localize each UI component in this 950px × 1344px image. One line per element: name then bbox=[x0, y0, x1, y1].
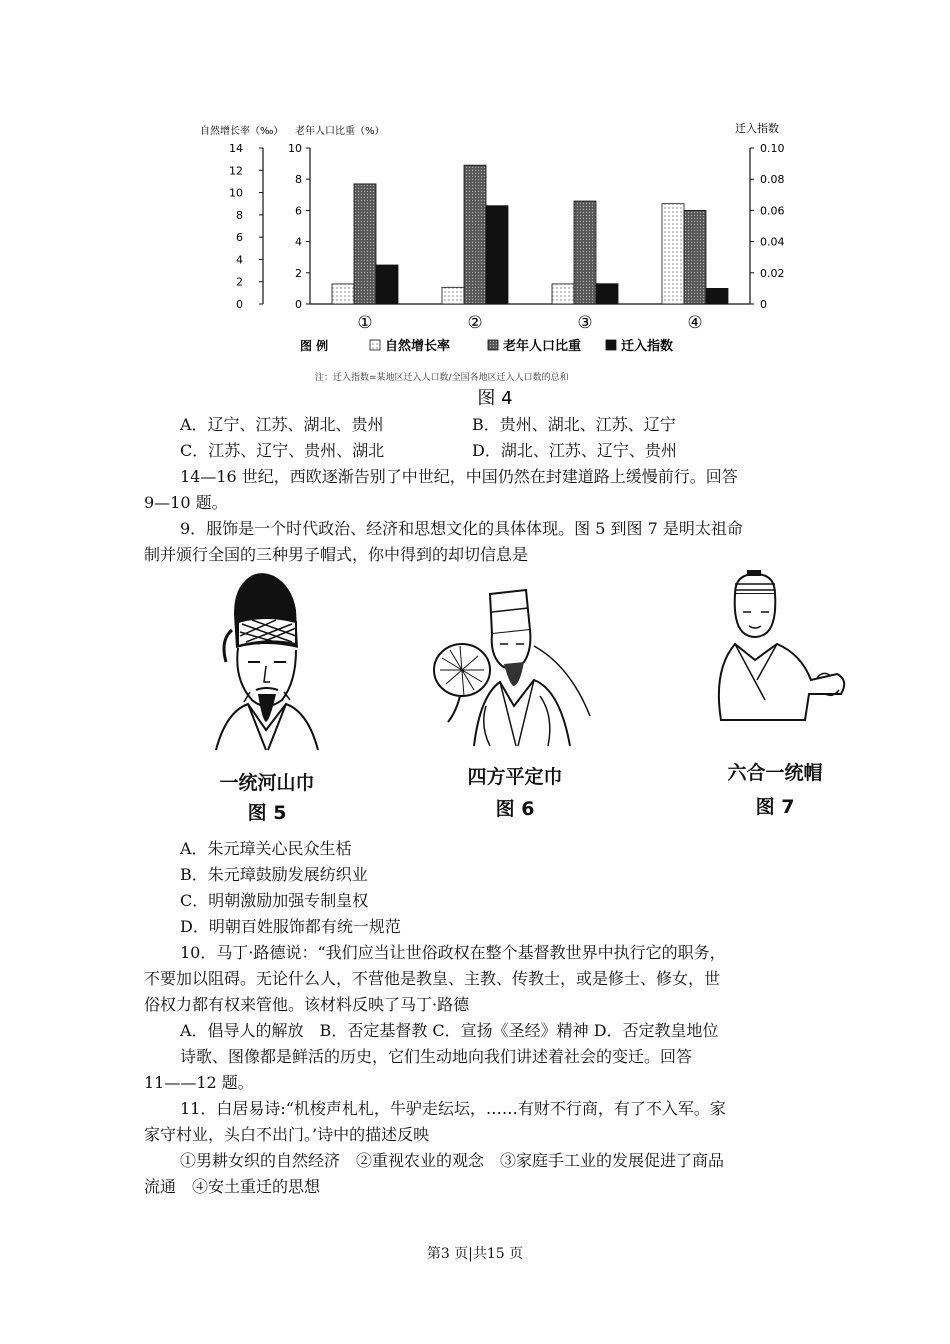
intro-9-10-line1: 14—16 世纪，西欧逐渐告别了中世纪，中国仍然在封建道路上缓慢前行。回答 bbox=[180, 467, 738, 486]
legend-label: 老年人口比重 bbox=[503, 339, 582, 354]
bar-3 bbox=[376, 265, 398, 304]
axis2-tick-label: 4 bbox=[295, 235, 302, 249]
right-axis-tick-label: 0.08 bbox=[760, 173, 785, 187]
intro-11-12-line1: 诗歌、图像都是鲜活的历史，它们生动地向我们讲述着社会的变迁。回答 bbox=[180, 1047, 693, 1066]
bar-1 bbox=[332, 284, 354, 304]
q8-option-d: D．湖北、江苏、辽宁、贵州 bbox=[472, 441, 677, 460]
figure-5-illustration bbox=[196, 570, 338, 750]
axis1-tick-label: 8 bbox=[236, 208, 243, 222]
figure-7-caption: 图 7 bbox=[755, 796, 795, 818]
left-axis2-title: 老年人口比重（%） bbox=[295, 126, 385, 137]
figure-7-hat-name: 六合一统帽 bbox=[727, 762, 823, 784]
q11-stem-line2: 家守村业，头白不出门。’诗中的描述反映 bbox=[144, 1125, 430, 1144]
bar-2 bbox=[574, 201, 596, 304]
axis2-tick-label: 10 bbox=[288, 142, 302, 155]
figure-6-illustration bbox=[430, 586, 600, 746]
legend-swatch bbox=[606, 340, 616, 350]
q11-items-line2: 流通 ④安土重迁的思想 bbox=[144, 1177, 321, 1196]
q10-stem-line1: 10．马丁·路德说：“我们应当让世俗政权在整个基督教世界中执行它的职务， bbox=[180, 943, 726, 962]
intro-11-12-line2: 11——12 题。 bbox=[144, 1073, 254, 1092]
bar-3 bbox=[596, 284, 618, 304]
figure-6-hat-name: 四方平定巾 bbox=[467, 766, 563, 788]
right-axis-tick-label: 0.06 bbox=[760, 204, 785, 218]
right-axis-tick-label: 0.04 bbox=[760, 235, 785, 249]
axis2-tick-label: 2 bbox=[295, 266, 302, 280]
right-axis-tick-label: 0.10 bbox=[760, 142, 785, 155]
bar-1 bbox=[442, 287, 464, 304]
chart-note: 注：迁入指数=某地区迁入人口数/全国各地区迁入人口数的总和 bbox=[315, 373, 569, 383]
right-axis-tick-label: 0 bbox=[760, 298, 767, 311]
q11-items-line1: ①男耕女织的自然经济 ②重视农业的观念 ③家庭手工业的发展促进了商品 bbox=[180, 1151, 725, 1170]
legend-swatch bbox=[370, 340, 380, 350]
q9-option-a: A．朱元璋关心民众生栝 bbox=[180, 839, 352, 858]
category-label: ④ bbox=[687, 313, 703, 333]
axis1-tick-label: 14 bbox=[229, 142, 243, 155]
population-chart bbox=[195, 118, 785, 409]
chart-svg bbox=[195, 118, 785, 409]
intro-9-10-line2: 9—10 题。 bbox=[144, 493, 228, 512]
bar-1 bbox=[662, 204, 684, 304]
axis2-tick-label: 8 bbox=[295, 173, 302, 187]
legend-label: 迁入指数 bbox=[621, 339, 674, 354]
q9-option-b: B．朱元璋鼓励发展纺织业 bbox=[180, 865, 368, 884]
q11-stem-line1: 11．白居易诗:“机梭声札札，牛驴走纭坛，……有财不行商，有了不入军。家 bbox=[180, 1099, 726, 1118]
axis2-tick-label: 6 bbox=[295, 204, 302, 218]
q9-stem-line1: 9．服饰是一个时代政治、经济和思想文化的具体体现。图 5 到图 7 是明太祖命 bbox=[180, 519, 743, 538]
chart-caption: 图 4 bbox=[477, 388, 513, 409]
q8-option-b: B．贵州、湖北、江苏、辽宁 bbox=[472, 415, 676, 434]
page-footer: 第3 页|共15 页 bbox=[426, 1246, 524, 1262]
category-label: ② bbox=[467, 313, 483, 333]
category-label: ③ bbox=[577, 313, 593, 333]
right-axis-title: 迁入指数 bbox=[735, 122, 779, 135]
figure-6-caption: 图 6 bbox=[495, 798, 535, 820]
axis1-tick-label: 6 bbox=[236, 231, 243, 245]
axis2-tick-label: 0 bbox=[295, 298, 302, 311]
q8-option-a: A．辽宁、江苏、湖北、贵州 bbox=[180, 415, 384, 434]
right-axis-tick-label: 0.02 bbox=[760, 266, 785, 280]
q8-option-c: C．江苏、辽宁、贵州、湖北 bbox=[180, 441, 385, 460]
figure-7-illustration bbox=[705, 570, 855, 745]
legend-swatch bbox=[488, 340, 498, 350]
legend-title: 图 例 bbox=[300, 339, 329, 353]
axis1-tick-label: 2 bbox=[236, 275, 243, 289]
q9-stem-line2: 制并颁行全国的三种男子帽式，你中得到的却切信息是 bbox=[144, 545, 529, 564]
bar-2 bbox=[354, 184, 376, 304]
axis1-tick-label: 4 bbox=[236, 253, 243, 267]
bar-1 bbox=[552, 284, 574, 304]
axis1-tick-label: 12 bbox=[229, 164, 243, 178]
category-label: ① bbox=[357, 313, 373, 333]
q9-option-d: D．明朝百姓服饰都有统一规范 bbox=[180, 917, 401, 936]
axis1-tick-label: 10 bbox=[229, 186, 243, 200]
figure-5-hat-name: 一统河山巾 bbox=[219, 772, 315, 794]
figure-5-caption: 图 5 bbox=[247, 802, 287, 824]
bar-3 bbox=[706, 288, 728, 304]
legend-label: 自然增长率 bbox=[385, 339, 451, 354]
q9-option-c: C．明朝激励加强专制皇权 bbox=[180, 891, 369, 910]
left-axis1-title: 自然增长率（‰） bbox=[200, 126, 284, 137]
bar-3 bbox=[486, 206, 508, 304]
q10-options: A．倡导人的解放 B．否定基督教 C．宣扬《圣经》精神 D．否定教皇地位 bbox=[180, 1021, 719, 1040]
bar-2 bbox=[684, 210, 706, 304]
q10-stem-line2: 不要加以阻碍。无论什么人，不营他是教皇、主教、传教士，或是修士、修女，世 bbox=[144, 969, 721, 988]
axis1-tick-label: 0 bbox=[236, 298, 243, 311]
q10-stem-line3: 俗权力都有权来管他。该材料反映了马丁·路德 bbox=[144, 995, 470, 1014]
bar-2 bbox=[464, 165, 486, 304]
